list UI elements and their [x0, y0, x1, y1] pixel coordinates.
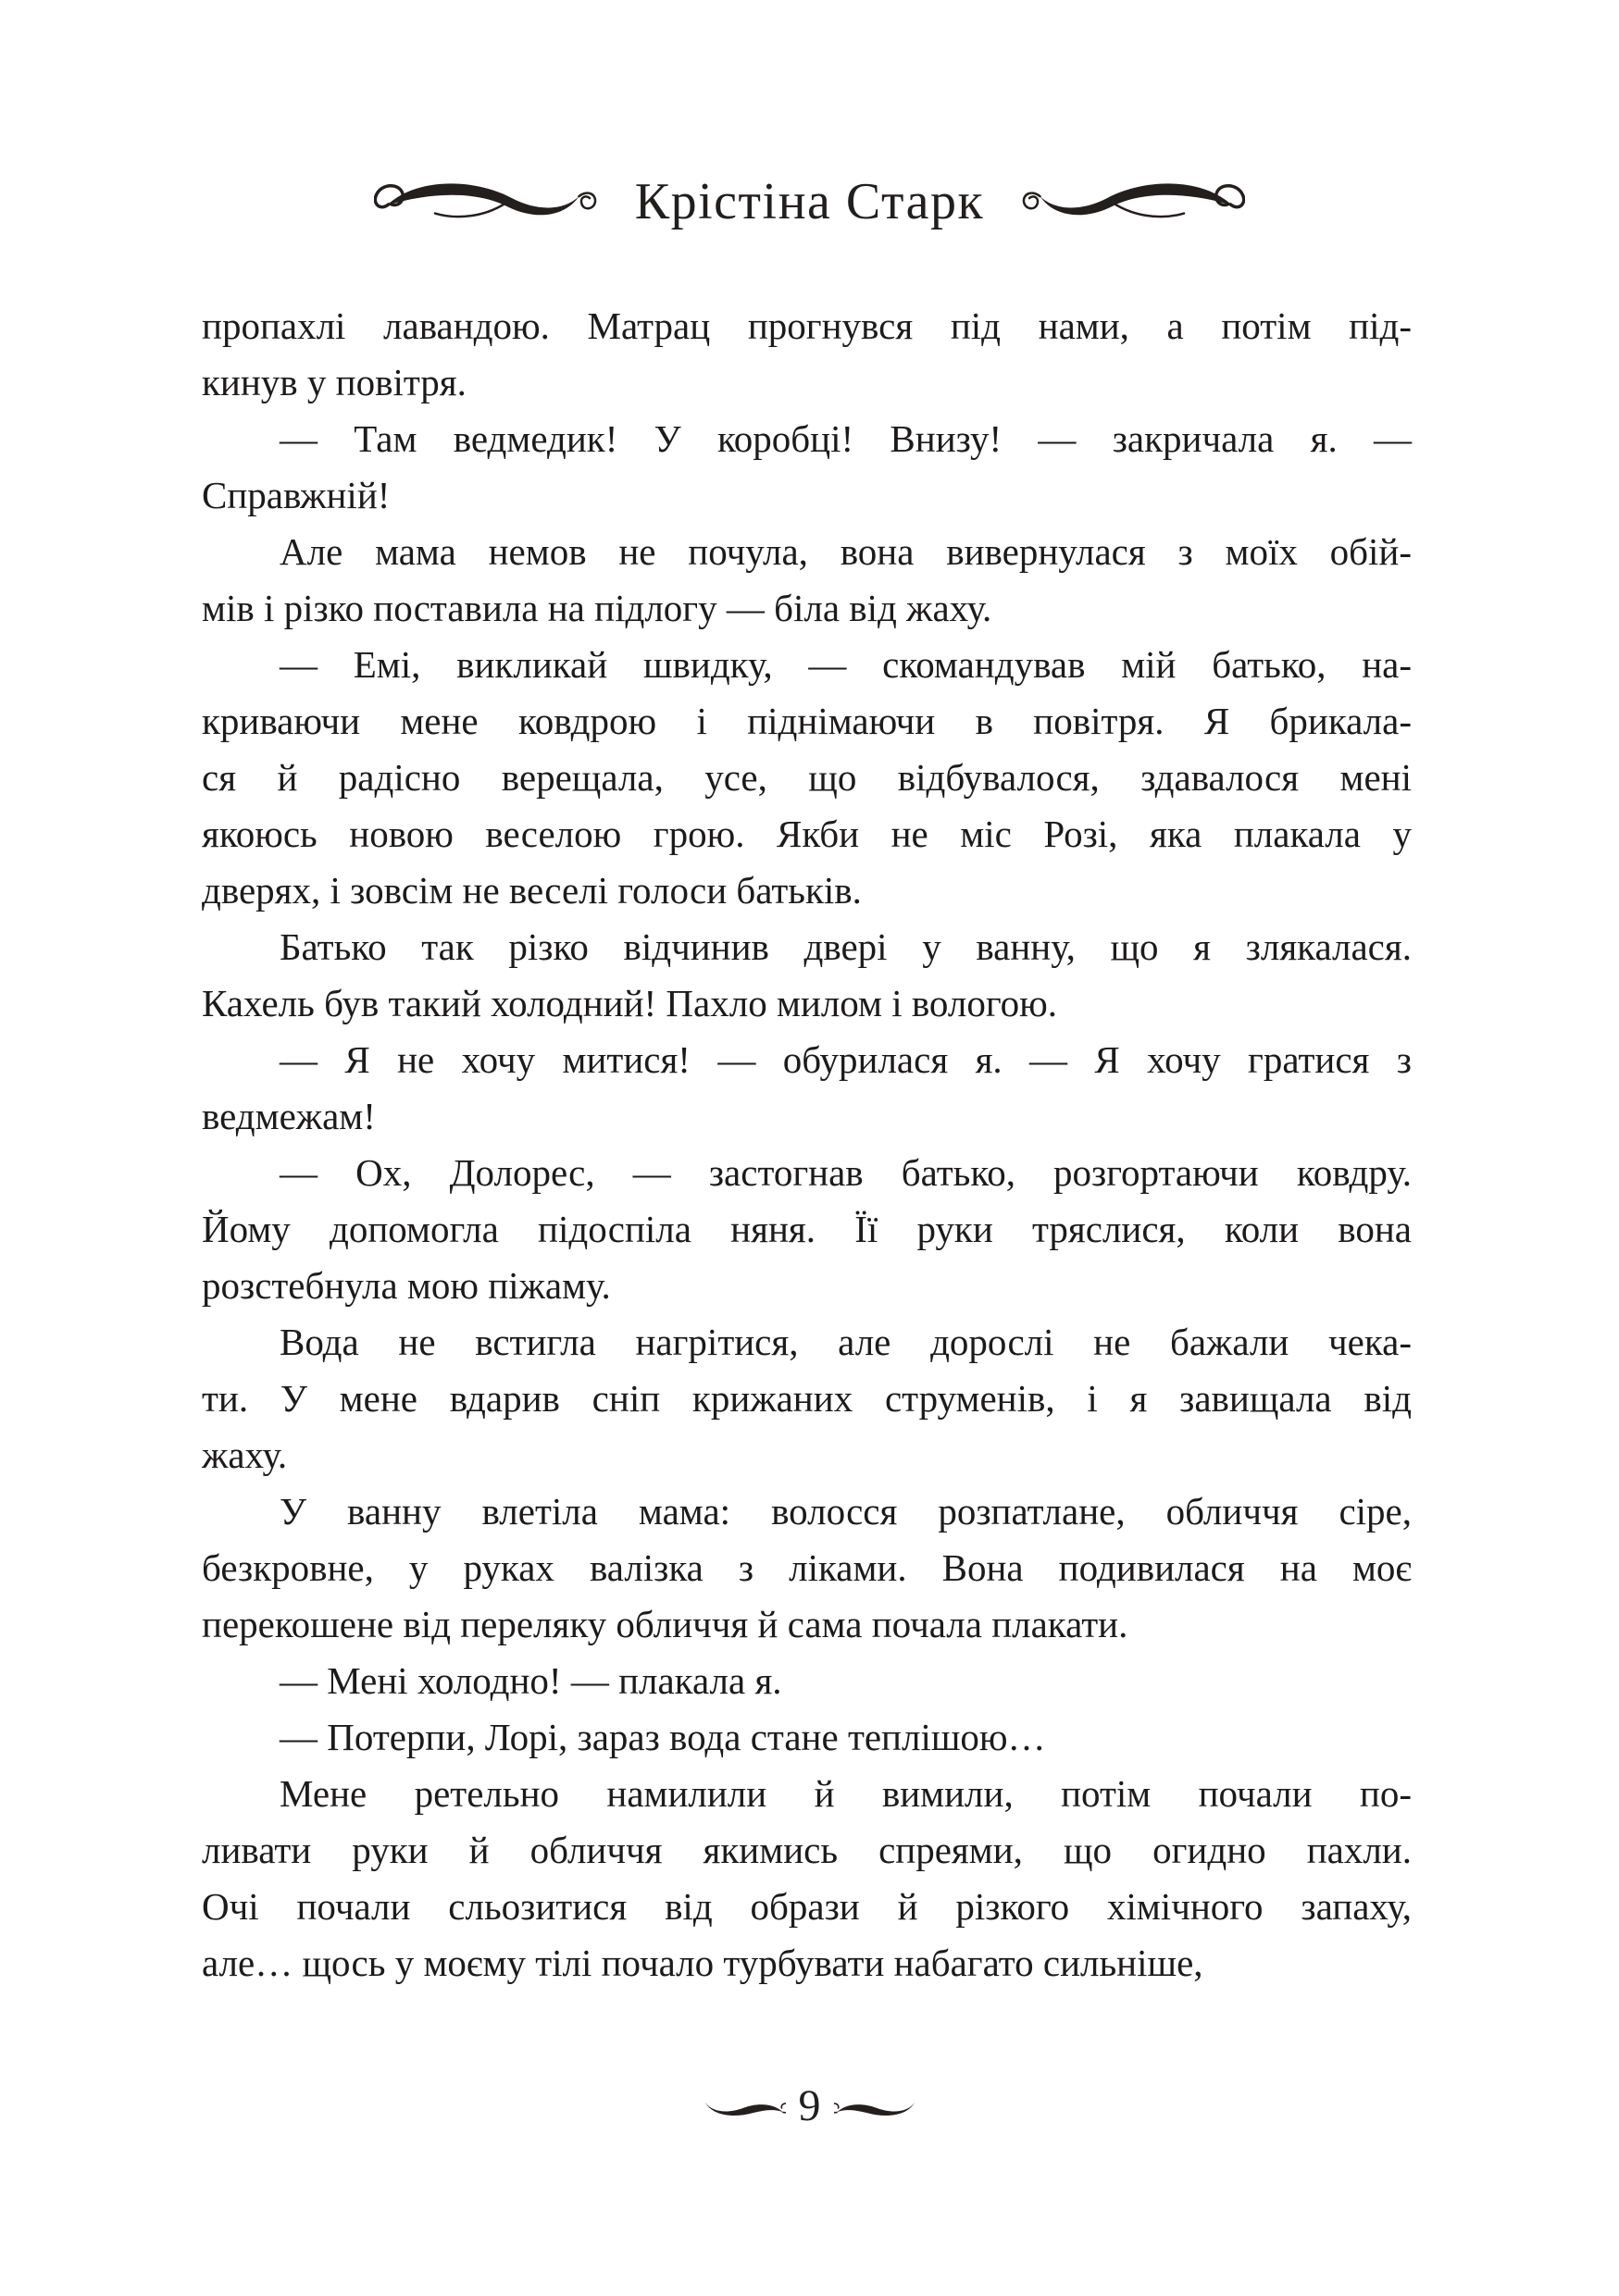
text-line: перекошене від переляку обличчя й сама почала плакати.	[202, 1603, 1128, 1645]
text-line: жаху.	[202, 1433, 288, 1476]
text-line: ведмежам!	[202, 1095, 376, 1137]
header-flourish-left-icon	[374, 176, 598, 228]
author-name: Крістіна Старк	[634, 173, 985, 230]
text-line: безкровне, у руках валізка з ліками. Вона подивилася на моє	[202, 1546, 1412, 1589]
page-header	[0, 172, 1619, 231]
text-line: У ванну влетіла мама: волосся розпатлане, обличчя сіре,	[280, 1490, 1412, 1533]
text-line: пропахлі лавандою. Матрац прогнувся під нами, а потім під-	[202, 304, 1412, 347]
text-line: — Мені холодно! — плакала я.	[280, 1659, 782, 1702]
text-line: якоюсь новою веселою грою. Якби не міс Розі, яка плакала у	[202, 813, 1412, 855]
footer-flourish-right-icon	[834, 2093, 917, 2123]
text-line: Мене ретельно намилили й вимили, потім почали по-	[280, 1772, 1412, 1815]
text-line: — Ох, Долорес, — застогнав батько, розгортаючи ковдру.	[280, 1151, 1412, 1194]
text-line: — Емі, викликай швидку, — скомандував мій батько, на-	[280, 643, 1412, 686]
text-line: — Я не хочу митися! — обурилася я. — Я хочу гратися з	[280, 1038, 1412, 1081]
text-line: розстебнула мою піжаму.	[202, 1264, 611, 1307]
text-line: ливати руки й обличчя якимись спреями, що огидно пахли.	[202, 1829, 1412, 1871]
text-line: ти. У мене вдарив сніп крижаних струменів, і я завищала від	[202, 1377, 1412, 1420]
text-line: криваючи мене ковдрою і піднімаючи в повітря. Я брикала-	[202, 700, 1412, 742]
text-line: Очі почали сльозитися від образи й різкого хімічного запаху,	[202, 1885, 1412, 1928]
text-line: Але мама немов не почула, вона вивернулася з моїх обій-	[280, 530, 1412, 573]
text-line: Справжній!	[202, 474, 391, 516]
text-line: ся й радісно верещала, усе, що відбувалося, здавалося мені	[202, 756, 1412, 799]
text-line: Йому допомогла підоспіла няня. Її руки тряслися, коли вона	[202, 1208, 1412, 1250]
page-number: 9	[798, 2081, 821, 2130]
text-line: кинув у повітря.	[202, 361, 467, 403]
text-line: Кахель був такий холодний! Пахло милом і вологою.	[202, 982, 1058, 1024]
text-line: — Потерпи, Лорі, зараз вода стане теплішою…	[280, 1716, 1046, 1758]
header-flourish-right-icon	[1021, 176, 1245, 228]
footer-flourish-left-icon	[703, 2093, 786, 2123]
text-line: Вода не встигла нагрітися, але дорослі не бажали чека-	[280, 1321, 1412, 1363]
text-line: але… щось у моєму тілі почало турбувати набагато сильніше,	[202, 1942, 1203, 1984]
text-line: мів і різко поставила на підлогу — біла від жаху.	[202, 587, 992, 629]
text-line: — Там ведмедик! У коробці! Внизу! — закричала я. —	[280, 417, 1412, 460]
page-body	[202, 298, 1412, 1992]
page-footer	[0, 2081, 1619, 2132]
text-line: дверях, і зовсім не веселі голоси батьків.	[202, 869, 862, 912]
text-line: Батько так різко відчинив двері у ванну, що я злякалася.	[280, 925, 1412, 968]
